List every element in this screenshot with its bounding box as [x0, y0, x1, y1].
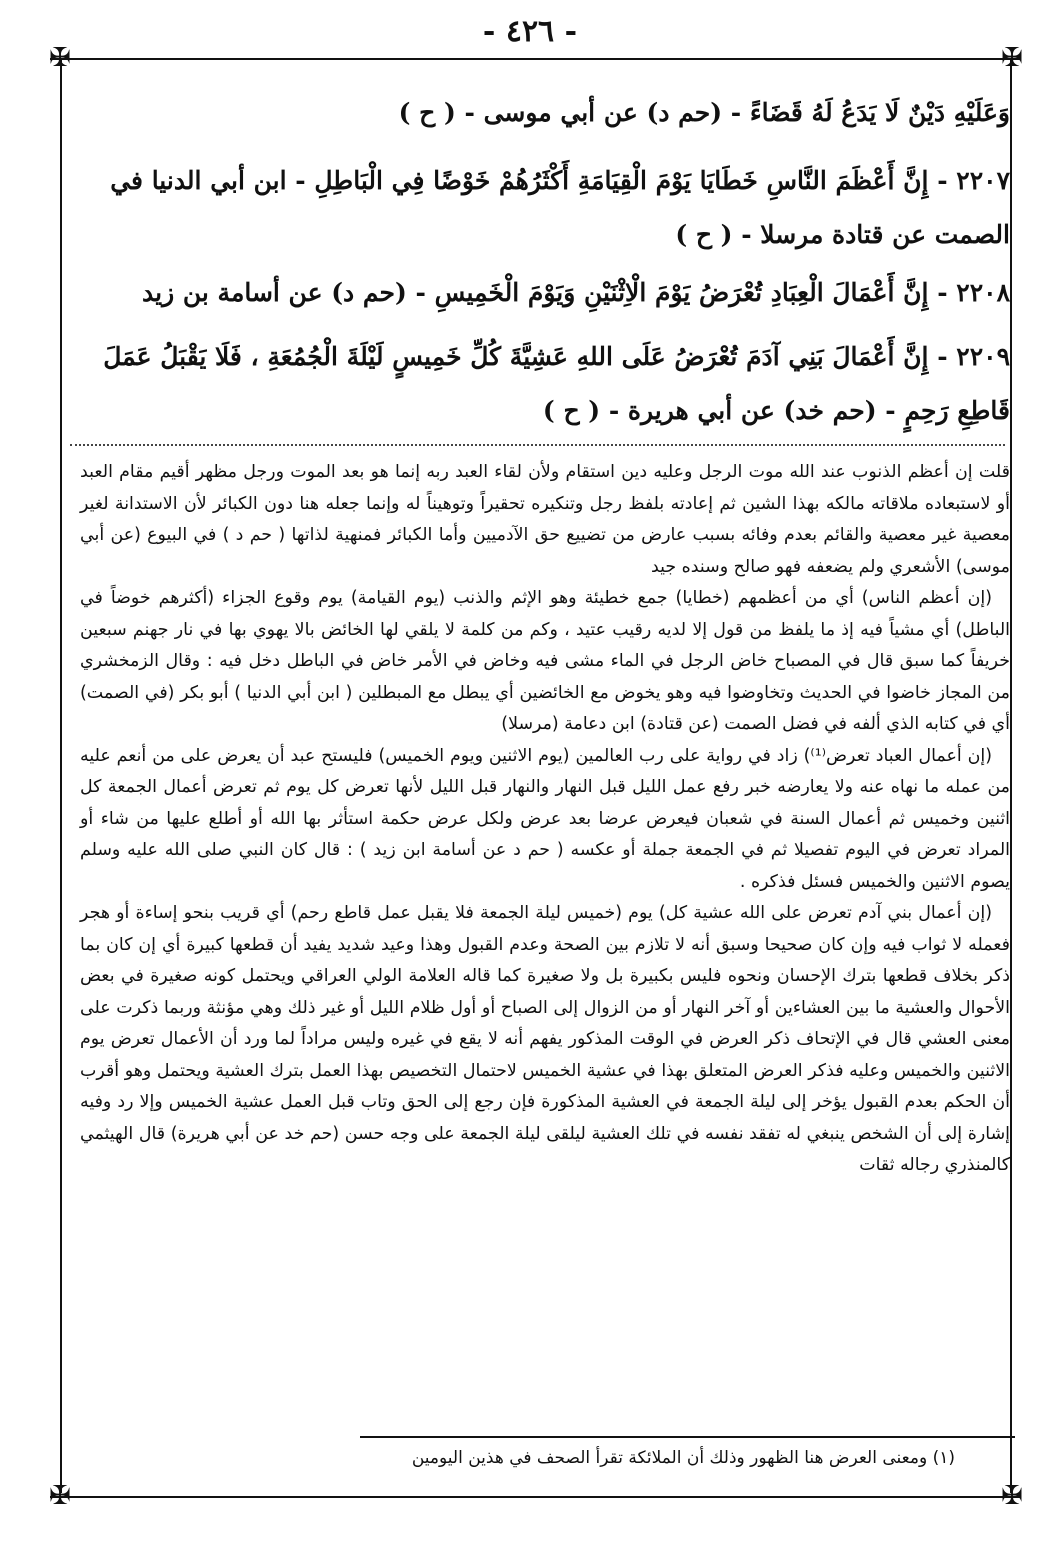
frame-right-border [1010, 60, 1012, 1493]
commentary-paragraph: (إن أعمال بني آدم تعرض على الله عشية كل) يوم (خميس ليلة الجمعة فلا يقبل عمل قاطع رحم) أي قريب بنحو إساءة أو هجر فعمله لا ثواب فيه وإن كان صحيحا وسبق أنه لا تلازم بين الصحة وعدم القبول وهذا وعيد شديد يفيد أن قطعها كبيرة أي إن كان بما ذكر بخلاف قطعها بترك الإحسان ونحوه فليس بكبيرة بل ولا صغيرة كما قاله العلامة الولي العراقي ويحتمل كونه صغيرة في بعض الأحوال والعشية ما بين العشاءين أو آخر النهار أو من الزوال إلى الصباح أو أول ظلام الليل أو غير ذلك وهي مؤنثة وربما ذكرت على معنى العشي قال في الإتحاف ذكر العرض في الوقت المذكور يفهم أنه لا يقع في غيره وليس مراداً لما ورد أن الأعمال تعرض يوم الاثنين والخميس وعليه فذكر العرض المتعلق بهذا في عشية الخميس لاحتمال التخصيص بهذا العمل بترك العشية ويحتمل وهو أقرب أن الحكم بعدم القبول يؤخر إلى ليلة الجمعة في العشية المذكورة فإن رجع إلى الحق وتاب قبل العمل عشية الخميس وإلا رد وفيه إشارة إلى أن الشخص ينبغي له تفقد نفسه في تلك العشية ليلقى ليلة الجمعة على وجه حسن (حم خد عن أبي هريرة) قال الهيثمي كالمنذري رجاله ثقات [80, 903, 1010, 1175]
hadith-2209: ٢٢٠٩ - إِنَّ أَعْمَالَ بَنِي آدَمَ تُعْرَضُ عَلَى اللهِ عَشِيَّةَ كُلِّ خَمِيسٍ لَيْلَةَ الْجُمُعَةِ ، فَلَا يَقْبَلُ عَمَلَ قَاطِعِ رَحِمٍ - (حم خد) عن أبي هريرة - ( ح ) [103, 342, 1010, 425]
hadith-continuation: وَعَلَيْهِ دَيْنٌ لَا يَدَعُ لَهُ قَضَاءً - (حم د) عن أبي موسى - ( ح ) [398, 98, 1010, 127]
frame-left-border [60, 60, 62, 1493]
footnote: (١) ومعنى العرض هنا الظهور وذلك أن الملائكة تقرأ الصحف في هذين اليومين [411, 1448, 955, 1468]
footnote-divider [360, 1436, 1015, 1438]
page-number: - ٤٢٦ - [482, 14, 578, 49]
ornament-cross-icon: ✠ [49, 1481, 71, 1511]
commentary-paragraph: (إن أعمال العباد تعرض⁽¹⁾) زاد في رواية على رب العالمين (يوم الاثنين ويوم الخميس) فليستح عبد أن يعرض على من أنعم عليه من عمله ما نهاه عنه ولا يعارضه خبر رفع عمل الليل قبل النهار والنهار قبل الليل لأنها تعرض كل يوم ثم تعرض أعمال الجمعة كل اثنين وخميس ثم أعمال السنة في شعبان فيعرض عرضا بعد عرض ولكل عرض حكمة استأثر بها الله أو أطلع عليها من شاء أو المراد تعرض في اليوم تفصيلا ثم في الجمعة جملة أو عكسه ( حم د عن أسامة ابن زيد ) : قال كان النبي صلى الله عليه وسلم يصوم الاثنين والخميس فسئل فذكره . [80, 745, 1010, 892]
hadith-2208: ٢٢٠٨ - إِنَّ أَعْمَالَ الْعِبَادِ تُعْرَضُ يَوْمَ الْاِثْنَيْنِ وَيَوْمَ الْخَمِيسِ - (حم د) عن أسامة بن زيد [142, 278, 1010, 307]
ornament-cross-icon: ✠ [49, 43, 71, 73]
commentary-paragraph: قلت إن أعظم الذنوب عند الله موت الرجل وعليه دين استقام ولأن لقاء العبد ربه إنما هو بعد الموت ورجل مظهر أقيم مقام العبد أو لاستبعاده ملاقاته مالكه بهذا الشين ثم إعادته بلفظ رجل وتنكيره تحقيراً وتوهيناً له وإنما جعله هنا دون الكبائر لأن الاستدانة لغير معصية غير معصية والقائم بعدم وفائه بسبب عارض من تضييع حق الآدميين وأما الكبائر فمنهية لذاتها ( حم د ) في البيوع (عن أبي موسى) الأشعري ولم يضعفه فهو صالح وسنده جيد [80, 462, 1010, 577]
ornament-cross-icon: ✠ [1001, 1481, 1023, 1511]
commentary [80, 457, 1010, 1182]
ornament-cross-icon: ✠ [1001, 43, 1023, 73]
section-divider [70, 444, 1005, 446]
commentary-paragraph: (إن أعظم الناس) أي من أعظمهم (خطايا) جمع خطيئة وهو الإثم والذنب (يوم القيامة) يوم وقوع الجزاء (أكثرهم خوضاً في الباطل) أي مشياً فيه إذ ما يلفظ من قول إلا لديه رقيب عتيد ، وكم من كلمة لا يلقي لها الخائض بالا يهوي بها في نار جهنم سبعين خريفاً كما سبق قال في المصباح خاض الرجل في الماء مشى فيه وخاض في الأمر خاض في الباطل دخل فيه : وقال الزمخشري من المجاز خاضوا في الحديث وتخاوضوا فيه وهو يخوض مع الخائضين أي يبطل مع المبطلين ( ابن أبي الدنيا ) أبو بكر (في الصمت) أي في كتابه الذي ألفه في فضل الصمت (عن قتادة) ابن دعامة (مرسلا) [80, 588, 1010, 734]
hadith-2207: ٢٢٠٧ - إِنَّ أَعْظَمَ النَّاسِ خَطَايَا يَوْمَ الْقِيَامَةِ أَكْثَرُهُمْ خَوْضًا فِي الْبَاطِلِ - ابن أبي الدنيا في الصمت عن قتادة مرسلا - ( ح ) [110, 166, 1010, 249]
frame-bottom-border [50, 1496, 1020, 1498]
frame-top-border [50, 58, 1020, 60]
